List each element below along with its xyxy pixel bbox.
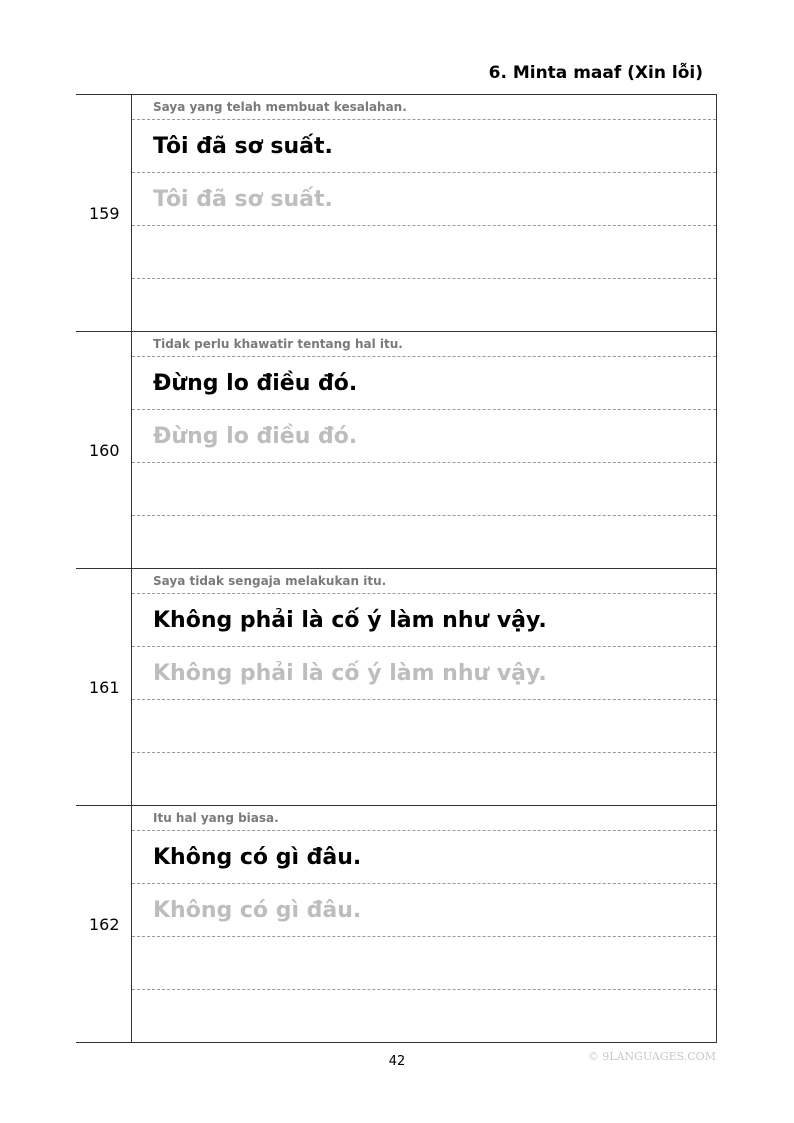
blank-writing-line[interactable] [132,226,716,279]
blank-writing-line[interactable] [132,463,716,516]
page-title: 6. Minta maaf (Xin lỗi) [488,63,703,83]
entry-number: 159 [89,203,120,223]
trace-sentence: Đừng lo điều đó. [132,410,716,463]
entry-number: 160 [89,440,120,460]
prompt-text: Saya tidak sengaja melakukan itu. [132,569,716,594]
entry-number: 162 [89,914,120,934]
writing-lines [131,332,716,568]
trace-sentence: Không phải là cố ý làm như vậy. [132,647,716,700]
blank-writing-line[interactable] [132,516,716,568]
model-sentence: Không phải là cố ý làm như vậy. [132,594,716,647]
model-sentence: Tôi đã sơ suất. [132,120,716,173]
practice-entry [76,95,716,331]
practice-table [76,94,717,1043]
writing-lines [131,95,716,331]
prompt-text: Saya yang telah membuat kesalahan. [132,95,716,120]
trace-sentence: Tôi đã sơ suất. [132,173,716,226]
copyright-watermark: © 9LANGUAGES.COM [587,1050,716,1063]
writing-lines [131,569,716,805]
blank-writing-line[interactable] [132,700,716,753]
practice-entry [76,331,716,568]
prompt-text: Tidak perlu khawatir tentang hal itu. [132,332,716,357]
writing-lines [131,806,716,1042]
blank-writing-line[interactable] [132,990,716,1042]
blank-writing-line[interactable] [132,937,716,990]
page-number: 42 [388,1054,406,1069]
trace-sentence: Không có gì đâu. [132,884,716,937]
blank-writing-line[interactable] [132,279,716,331]
model-sentence: Đừng lo điều đó. [132,357,716,410]
prompt-text: Itu hal yang biasa. [132,806,716,831]
practice-entry [76,568,716,805]
entry-number: 161 [89,677,120,697]
model-sentence: Không có gì đâu. [132,831,716,884]
practice-entry [76,805,716,1042]
blank-writing-line[interactable] [132,753,716,805]
